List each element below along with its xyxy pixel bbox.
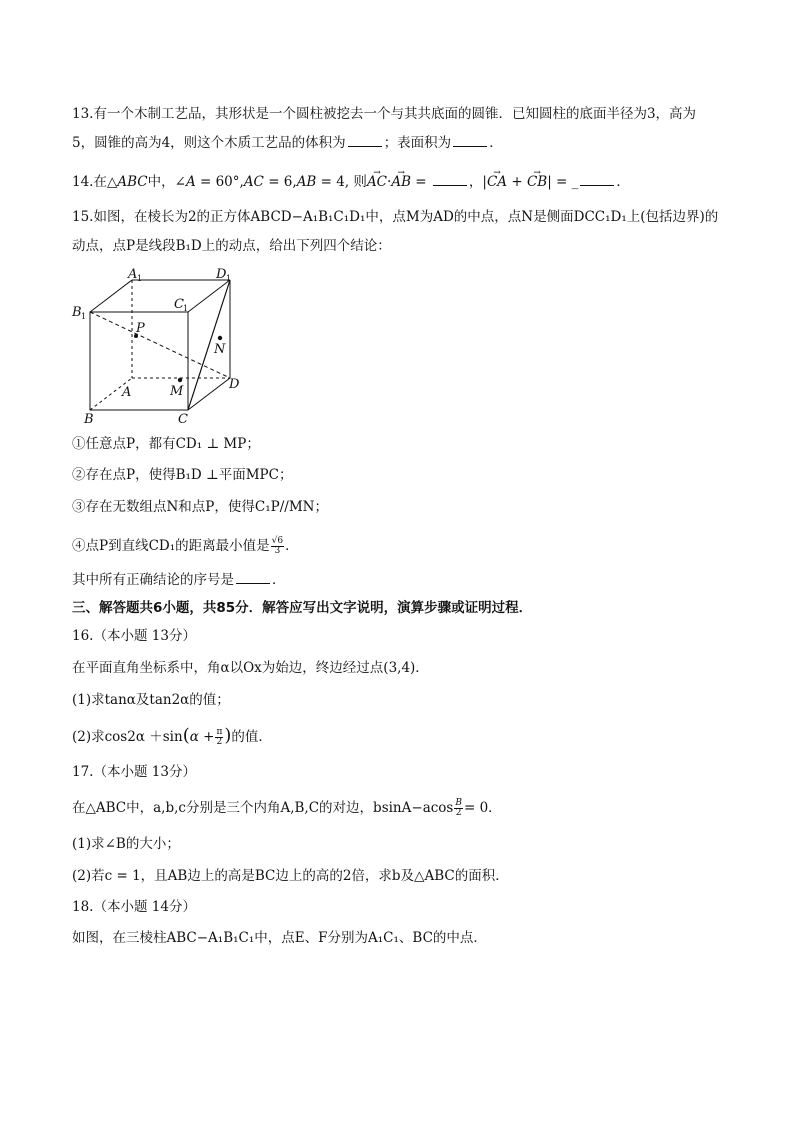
label-c1: C — [174, 297, 184, 312]
q14-triangle: △ABC — [106, 174, 148, 190]
edge-c-d — [188, 378, 230, 410]
q16-stem-text: 在平面直角坐标系中，角α以Ox为始边，终边经过点(3,4)． — [72, 660, 429, 676]
q16-s2-end: 的值． — [231, 729, 272, 745]
q17-stem — [72, 798, 502, 818]
label-b1-sub: 1 — [81, 312, 87, 321]
q14-ac: AC — [243, 174, 264, 190]
q16-sub2: (2)求cos2α ＋sin(α + $\frac{\pi}{2}$ )的值． — [72, 725, 272, 747]
q16-s2-fraction — [215, 728, 223, 747]
q14-p2: 中，∠ — [147, 174, 186, 190]
q15-blank-answer[interactable] — [236, 571, 270, 584]
q14-vec-cb: → CB — [527, 172, 547, 192]
q18-stem-text: 如图，在三棱柱ABC−A₁B₁C₁中，点E、F分别为A₁C₁、BC的中点． — [72, 930, 487, 946]
q14-vec-ac: → AC — [367, 172, 387, 192]
cube-figure — [70, 264, 260, 428]
q17-fraction — [454, 799, 463, 818]
q15-c4-fraction — [271, 537, 284, 556]
q13-text2a: 5，圆锥的高为4，则这个木质工艺品的体积为 — [72, 135, 346, 151]
point-n — [218, 336, 222, 340]
q13-blank-area[interactable] — [453, 134, 487, 147]
q16-head — [72, 626, 196, 646]
label-m: M — [170, 384, 184, 399]
q15-ask-end: ． — [272, 572, 286, 588]
q15-text1: 15.如图，在棱长为2的正方体ABCD−A₁B₁C₁D₁中，点M为AD的中点，点N是侧面DCC₁D₁上(包括边界)的 — [72, 209, 719, 225]
q17-stem-end: = 0． — [463, 800, 502, 816]
q14-p10: | = — [547, 174, 568, 190]
q15-text2: 动点，点P是线段B₁D上的动点，给出下列四个结论： — [72, 238, 391, 254]
q14-angle-a: A — [185, 174, 196, 190]
q15-conclusion-3 — [72, 497, 328, 517]
q15-c4-text: ④点P到直线CD₁的距离最小值是 — [72, 538, 270, 554]
q17-sub2 — [72, 866, 509, 886]
q14-p11: _ — [571, 174, 579, 190]
q15-ask-text: 其中所有正确结论的序号是 — [72, 572, 234, 588]
q14-vec-ca: → CA — [487, 172, 507, 192]
q14-ab: AB — [296, 174, 317, 190]
q14-p5: = 4, 则 — [320, 174, 367, 190]
q15-c4-end: ． — [285, 538, 299, 554]
q14-p3: = 60°, — [199, 174, 244, 190]
q17-num: B — [455, 798, 462, 808]
q18-head — [72, 897, 196, 917]
q14-blank-dot[interactable] — [433, 173, 467, 186]
q15-conclusion-4 — [72, 536, 299, 556]
label-c1-sub: 1 — [183, 304, 189, 313]
q14-blank-norm[interactable] — [580, 173, 614, 186]
q15-c1-text: ①任意点P，都有CD₁ ⊥ MP； — [72, 436, 260, 452]
q14-line — [72, 172, 630, 192]
q18-head-text: 18.（本小题 14分） — [72, 899, 196, 915]
label-c: C — [178, 412, 188, 427]
q17-head-text: 17.（本小题 13分） — [72, 764, 196, 780]
q13-line2 — [72, 133, 503, 153]
label-d1: D — [216, 267, 227, 282]
q14-vec-ab: → AB — [391, 172, 411, 192]
q14-p9: + — [511, 174, 523, 190]
q16-s1-text: (1)求tanα及tan2α的值； — [72, 692, 230, 708]
section-3-text: 三、解答题共6小题，共85分．解答应写出文字说明，演算步骤或证明过程． — [72, 600, 533, 616]
q14-p1: 14.在 — [72, 174, 107, 190]
q13-line1 — [72, 104, 696, 124]
label-b: B — [84, 412, 94, 427]
q18-stem — [72, 928, 487, 948]
edge-c1-d1 — [188, 280, 230, 312]
point-m — [178, 378, 182, 382]
q16-stem — [72, 658, 429, 678]
q16-s2-text: (2)求cos2α ＋sin — [72, 729, 183, 745]
label-p: P — [136, 321, 145, 336]
q14-p6: · — [387, 174, 392, 190]
q15-line1 — [72, 207, 718, 227]
q15-c2-text: ②存在点P，使得B₁D ⊥平面MPC； — [72, 467, 293, 483]
q16-sub1 — [72, 690, 230, 710]
q15-c4-den: 3 — [274, 546, 281, 556]
q16-head-text: 16.（本小题 13分） — [72, 628, 196, 644]
label-b1: B — [72, 305, 82, 320]
section-3-heading — [72, 598, 532, 618]
q17-den: 2 — [455, 808, 462, 818]
label-a1: A — [128, 267, 138, 282]
q14-p4: = 6, — [268, 174, 297, 190]
label-a: A — [122, 385, 132, 400]
label-d1-sub: 1 — [226, 274, 232, 283]
q15-ask — [72, 570, 286, 590]
label-d: D — [229, 377, 240, 392]
q15-conclusion-1 — [72, 434, 260, 454]
q17-head — [72, 762, 196, 782]
q13-text2c: ． — [489, 135, 503, 151]
q16-s2-num: π — [216, 727, 223, 737]
q14-p12: ． — [616, 174, 630, 190]
q15-conclusion-2 — [72, 465, 292, 485]
q14-p7: = — [415, 174, 427, 190]
q17-s1-text: (1)求∠B的大小； — [72, 836, 180, 852]
q17-sub1 — [72, 834, 180, 854]
q15-c3-text: ③存在无数组点N和点P，使得C₁P//MN； — [72, 499, 328, 515]
q15-line2 — [72, 236, 391, 256]
q16-s2-den: 2 — [216, 737, 223, 747]
label-n: N — [214, 342, 226, 357]
q13-blank-volume[interactable] — [348, 134, 382, 147]
edge-b1-a1 — [90, 280, 132, 312]
q17-s2-text: (2)若c = 1，且AB边上的高是BC边上的高的2倍，求b及△ABC的面积． — [72, 868, 509, 884]
q14-p8: ，| — [468, 174, 487, 190]
q13-text1: 13.有一个木制工艺品，其形状是一个圆柱被挖去一个与其共底面的圆锥．已知圆柱的底面半径为3，高为 — [72, 106, 697, 122]
q13-text2b: ；表面积为 — [383, 135, 452, 151]
q16-s2-arg: α + — [189, 729, 215, 745]
q17-stem-text: 在△ABC中，a,b,c分别是三个内角A,B,C的对边，bsinA−acos — [72, 800, 454, 816]
q15-c4-num: √6 — [271, 536, 284, 546]
label-a1-sub: 1 — [137, 274, 143, 283]
